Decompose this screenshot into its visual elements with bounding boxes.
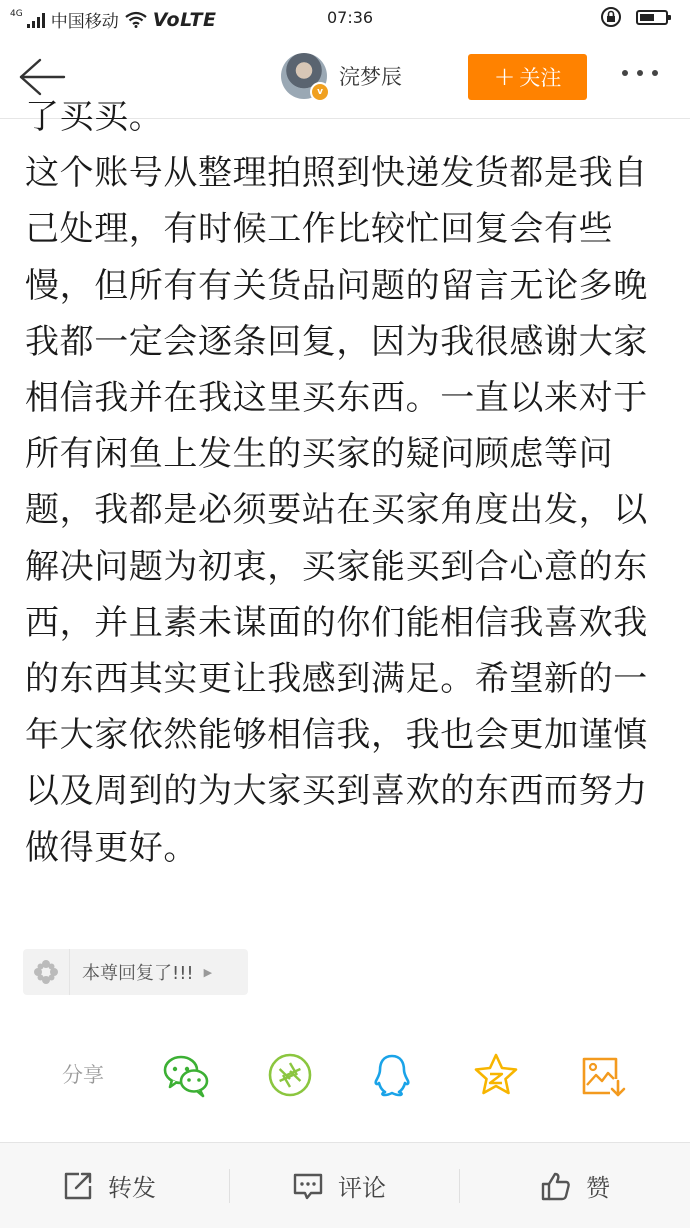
repost-icon [62,1170,94,1202]
more-dots-icon [622,70,628,76]
reply-tag-label: 本尊回复了!!! [82,963,194,984]
divider [229,1169,230,1203]
repost-label: 转发 [108,1174,156,1202]
like-button[interactable] [540,1143,610,1228]
network-type: 4G [10,8,23,19]
battery-icon [636,10,668,25]
divider [459,1169,460,1203]
follow-label: 关注 [519,66,562,90]
share-label: 分享 [62,1063,104,1087]
signal-icon [27,12,45,28]
article-viewport[interactable] [0,97,690,939]
qzone-icon[interactable] [472,1051,520,1099]
moments-icon[interactable] [266,1051,314,1099]
status-time: 07:36 [327,8,374,27]
bottom-action-bar [0,1142,690,1228]
like-label: 赞 [586,1174,610,1202]
tag-icon-box [23,949,70,995]
comment-button[interactable] [292,1143,386,1228]
chevron-right-icon: ▶ [203,965,213,979]
thumbs-up-icon [540,1170,572,1202]
comment-icon [292,1170,324,1202]
status-left [10,7,216,32]
volte-indicator: VoLTE [152,8,217,31]
wechat-icon[interactable] [162,1051,210,1099]
status-right [600,6,668,28]
article-body: 了买买。 这个账号从整理拍照到快递发货都是我自己处理，有时候工作比较忙回复会有些慢，但所有有关货品问题的留言无论多晚我都一定会逐条回复，因为我很感谢大家相信我并在我这里买东西。一直以来对于所有闲鱼上发生的买家的疑问顾虑等问题，我都是必须要站在买家角度出发，以解决问题为初衷，买家能买到合心意的东西，并且素未谋面的你们能相信我喜欢我的东西其实更让我感到满足。希望新的一年大家依然能够相信我，我也会更加谨慎以及周到的为大家买到喜欢的东西而努力做得更好。 [25,97,648,868]
plus-icon: + [493,62,516,92]
share-row [0,1045,690,1105]
author-name[interactable]: 浣梦辰 [339,65,402,89]
carrier-name: 中国移动 [50,12,119,32]
repost-button[interactable] [62,1143,156,1228]
flower-icon [33,959,59,985]
save-image-icon[interactable] [578,1051,626,1099]
comment-label: 评论 [338,1174,386,1202]
rotation-lock-icon [600,6,622,28]
status-bar [0,0,690,36]
battery-fill [640,14,654,21]
more-options-button[interactable] [622,70,658,76]
qq-icon[interactable] [368,1051,416,1099]
verified-badge-icon: v [310,82,330,102]
author-reply-tag[interactable] [23,949,248,995]
wifi-icon [125,12,147,28]
